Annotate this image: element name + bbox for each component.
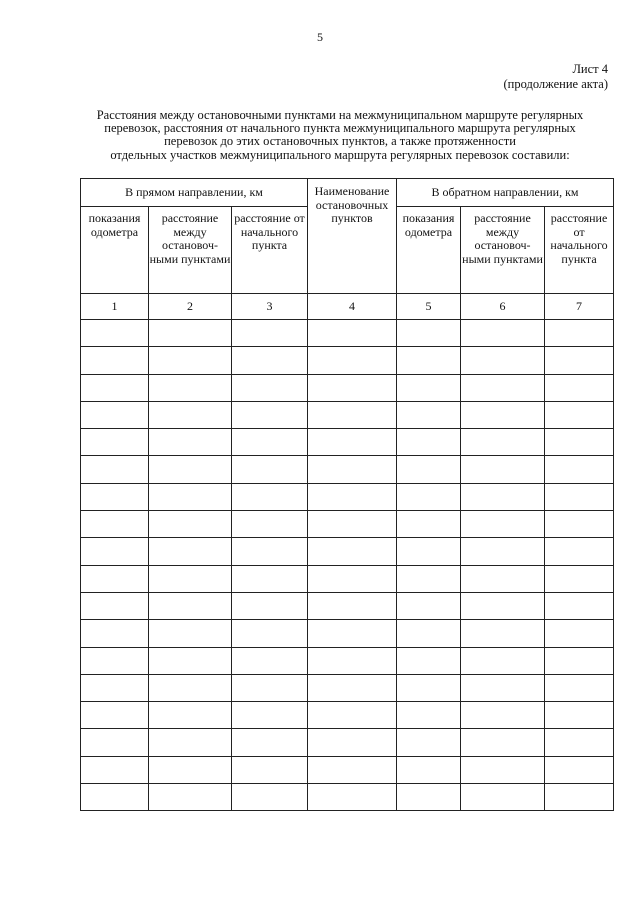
table-cell [461, 565, 545, 592]
table-cell [545, 538, 614, 565]
sheet-continuation: (продолжение акта) [503, 77, 608, 91]
table-cell [149, 456, 232, 483]
table-cell [149, 592, 232, 619]
table-cell [545, 456, 614, 483]
table-cell [397, 347, 461, 374]
table-cell [81, 538, 149, 565]
table-cell [397, 429, 461, 456]
table-cell [461, 374, 545, 401]
table-cell [308, 702, 397, 729]
table-cell [308, 592, 397, 619]
table-cell [461, 756, 545, 783]
table-cell [149, 320, 232, 347]
column-number: 7 [545, 294, 614, 320]
table-cell [149, 702, 232, 729]
table-cell [81, 511, 149, 538]
table-title [40, 109, 640, 162]
forward-between-header: расстояние между остановоч-ными пунктами [149, 207, 232, 294]
table-row [81, 538, 614, 565]
table-cell [545, 756, 614, 783]
table-cell [81, 320, 149, 347]
table-cell [397, 702, 461, 729]
table-cell [308, 401, 397, 428]
table-cell [545, 784, 614, 811]
table-cell [461, 429, 545, 456]
table-cell [149, 620, 232, 647]
table-cell [545, 565, 614, 592]
table-cell [81, 674, 149, 701]
table-cell [545, 374, 614, 401]
table-cell [397, 784, 461, 811]
table-row [81, 374, 614, 401]
table-cell [81, 374, 149, 401]
reverse-from-start-header: расстояние от начального пункта [545, 207, 614, 294]
table-cell [149, 674, 232, 701]
title-line: отдельных участков межмуниципального маршрута регулярных перевозок составили: [110, 147, 570, 162]
table-cell [232, 592, 308, 619]
table-cell [232, 374, 308, 401]
table-cell [232, 702, 308, 729]
table-cell [461, 538, 545, 565]
table-row [81, 674, 614, 701]
table-cell [397, 538, 461, 565]
table-cell [81, 756, 149, 783]
table-cell [149, 429, 232, 456]
table-cell [232, 429, 308, 456]
table-cell [149, 565, 232, 592]
title-line: перевозок до этих остановочных пунктов, а также протяженности [164, 134, 516, 149]
table-row [81, 565, 614, 592]
table-cell [461, 320, 545, 347]
table-cell [149, 401, 232, 428]
table-cell [232, 729, 308, 756]
table-cell [232, 401, 308, 428]
table-cell [232, 511, 308, 538]
table-row [81, 401, 614, 428]
table-cell [461, 729, 545, 756]
table-cell [545, 620, 614, 647]
table-cell [461, 592, 545, 619]
table-cell [149, 347, 232, 374]
table-cell [397, 374, 461, 401]
table-cell [308, 483, 397, 510]
table-cell [232, 674, 308, 701]
table-cell [308, 565, 397, 592]
header-row [81, 179, 614, 207]
table-cell [545, 511, 614, 538]
table-cell [397, 511, 461, 538]
table-cell [81, 456, 149, 483]
column-number: 1 [81, 294, 149, 320]
table-row [81, 702, 614, 729]
table-cell [232, 620, 308, 647]
table-cell [308, 620, 397, 647]
table-cell [397, 401, 461, 428]
table-cell [81, 483, 149, 510]
table-row [81, 784, 614, 811]
table-cell [149, 538, 232, 565]
table-cell [461, 620, 545, 647]
column-number-row [81, 294, 614, 320]
title-line: Расстояния между остановочными пунктами на межмуниципальном маршруте регулярных [96, 108, 584, 122]
table-cell [461, 784, 545, 811]
column-number: 2 [149, 294, 232, 320]
table-cell [81, 620, 149, 647]
table-cell [461, 511, 545, 538]
table-cell [232, 647, 308, 674]
table-cell [149, 483, 232, 510]
table-row [81, 320, 614, 347]
table-cell [308, 756, 397, 783]
table-cell [397, 674, 461, 701]
table-cell [397, 565, 461, 592]
forward-direction-header: В прямом направлении, км [81, 179, 308, 207]
table-cell [397, 756, 461, 783]
table-cell [81, 729, 149, 756]
table-row [81, 456, 614, 483]
route-distances-table [80, 178, 614, 811]
table-row [81, 429, 614, 456]
table-cell [232, 565, 308, 592]
table-cell [308, 320, 397, 347]
table-cell [545, 702, 614, 729]
table-cell [81, 647, 149, 674]
table-cell [308, 511, 397, 538]
table-cell [149, 647, 232, 674]
table-cell [232, 483, 308, 510]
table-cell [232, 347, 308, 374]
table-cell [308, 729, 397, 756]
table-cell [397, 647, 461, 674]
table-cell [149, 784, 232, 811]
table-cell [81, 565, 149, 592]
table-cell [308, 674, 397, 701]
table-cell [308, 374, 397, 401]
table-cell [461, 347, 545, 374]
page-number: 5 [317, 30, 323, 44]
table-cell [308, 784, 397, 811]
table-cell [81, 429, 149, 456]
table-cell [308, 429, 397, 456]
stop-name-header: Наименование остановочных пунктов [308, 179, 397, 294]
table-row [81, 756, 614, 783]
table-cell [397, 592, 461, 619]
table-cell [397, 620, 461, 647]
table-cell [308, 538, 397, 565]
table-cell [81, 702, 149, 729]
table-row [81, 347, 614, 374]
table-cell [149, 756, 232, 783]
table-cell [81, 401, 149, 428]
table-cell [545, 429, 614, 456]
column-number: 6 [461, 294, 545, 320]
table-cell [308, 347, 397, 374]
table-cell [397, 456, 461, 483]
table-cell [149, 374, 232, 401]
table-cell [308, 647, 397, 674]
table-cell [232, 538, 308, 565]
sheet-label [503, 62, 608, 92]
reverse-between-header: расстояние между остановоч-ными пунктами [461, 207, 545, 294]
table-row [81, 620, 614, 647]
table-row [81, 729, 614, 756]
table-cell [461, 401, 545, 428]
table-cell [461, 647, 545, 674]
table-cell [81, 784, 149, 811]
table-row [81, 647, 614, 674]
table-cell [81, 592, 149, 619]
table-cell [545, 674, 614, 701]
table-cell [232, 456, 308, 483]
table-cell [397, 483, 461, 510]
table-cell [461, 702, 545, 729]
table-cell [149, 729, 232, 756]
table-cell [149, 511, 232, 538]
forward-from-start-header: расстояние от начального пункта [232, 207, 308, 294]
table-cell [81, 347, 149, 374]
forward-odometer-header: показания одометра [81, 207, 149, 294]
table-row [81, 511, 614, 538]
table-cell [545, 483, 614, 510]
table-cell [232, 784, 308, 811]
column-number: 4 [308, 294, 397, 320]
reverse-odometer-header: показания одометра [397, 207, 461, 294]
table-cell [397, 729, 461, 756]
table-cell [461, 456, 545, 483]
column-number: 3 [232, 294, 308, 320]
table-cell [545, 729, 614, 756]
title-line: перевозок, расстояния от начального пункта межмуниципального маршрута регулярных [104, 121, 576, 136]
table-cell [232, 756, 308, 783]
table-cell [232, 320, 308, 347]
table-cell [545, 401, 614, 428]
table-cell [461, 483, 545, 510]
table-cell [545, 647, 614, 674]
table-cell [545, 592, 614, 619]
table-cell [461, 674, 545, 701]
table-row [81, 483, 614, 510]
table-row [81, 592, 614, 619]
table-cell [545, 320, 614, 347]
table-cell [545, 347, 614, 374]
sheet-number: Лист 4 [572, 62, 608, 76]
table-body [81, 320, 614, 811]
table-cell [308, 456, 397, 483]
reverse-direction-header: В обратном направлении, км [397, 179, 614, 207]
table-cell [397, 320, 461, 347]
column-number: 5 [397, 294, 461, 320]
